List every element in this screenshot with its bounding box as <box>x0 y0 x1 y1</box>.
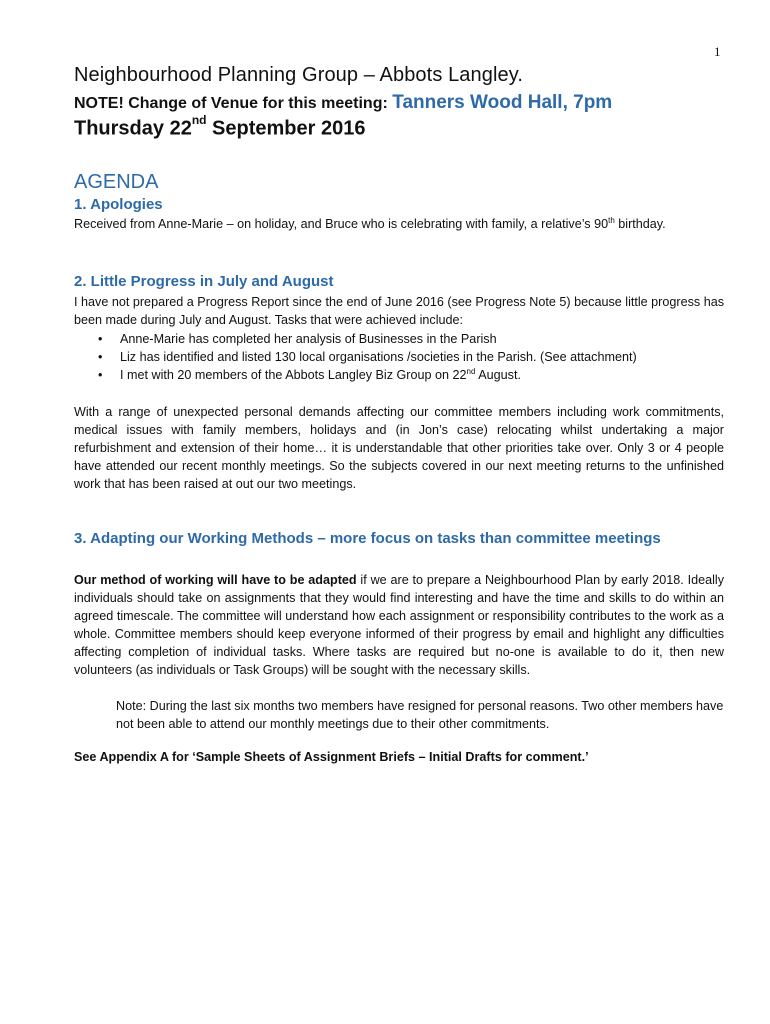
bullet-text: Liz has identified and listed 130 local organisations /societies in the Parish. (See attachment) <box>120 350 637 364</box>
bullet-icon: • <box>98 368 103 382</box>
list-item <box>74 348 724 366</box>
bullet-icon: • <box>98 332 103 346</box>
apologies-text-end: birthday. <box>614 217 666 231</box>
bullet-text-sup: nd <box>466 366 476 376</box>
apologies-text <box>74 215 724 233</box>
venue-notice-prefix: NOTE! Change of Venue for this meeting: <box>74 95 393 112</box>
bullet-text-end: August. <box>475 368 521 382</box>
methods-body: if we are to prepare a Neighbourhood Plan by early 2018. Ideally individuals should take on assignments that they would find interesting and have the time and skills to do within an agreed timescale. The committee will understand how each assignment or responsibility contributes to the work as a whole. Committee members should keep everyone informed of their progress by email and highlight any difficulties affecting completion of individual tasks. Where tasks are required but no-one is available to do it, then new volunteers (as individuals or Task Groups) will be sought with the necessary skills. <box>74 573 724 677</box>
document-title: Neighbourhood Planning Group – Abbots Langley. <box>74 64 524 86</box>
list-item <box>74 366 724 384</box>
bullet-text-main: I met with 20 members of the Abbots Langley Biz Group on 22 <box>120 368 467 382</box>
progress-paragraph: With a range of unexpected personal demands affecting our committee members including work commitments, medical issues with family members, holidays and (in Jon’s case) relocating whilst undertaking a major refurbishment and extension of their home… it is understandable that other priorities take over. Only 3 or 4 people have attended our recent monthly meetings. So the subjects covered in our next meeting returns to the unfinished work that has been raised at out our two meetings. <box>74 405 724 491</box>
bullet-text <box>120 368 521 382</box>
page-number: 1 <box>714 44 721 59</box>
progress-bullet-list <box>74 330 724 384</box>
meeting-date-day: Thursday 22 <box>74 117 192 140</box>
meeting-date-rest: September 2016 <box>206 117 366 140</box>
meeting-date-suffix: nd <box>191 113 207 127</box>
venue-location: Tanners Wood Hall, 7pm <box>392 92 613 113</box>
venue-notice <box>74 92 612 114</box>
apologies-text-sup: th <box>608 215 615 225</box>
bullet-text: Anne-Marie has completed her analysis of Businesses in the Parish <box>120 332 497 346</box>
agenda-heading: AGENDA <box>74 171 159 193</box>
appendix-reference: See Appendix A for ‘Sample Sheets of Assignment Briefs – Initial Drafts for comment.’ <box>74 750 589 764</box>
bullet-icon: • <box>98 350 103 364</box>
progress-intro: I have not prepared a Progress Report since the end of June 2016 (see Progress Note 5) because little progress has been made during July and August. Tasks that were achieved include: <box>74 295 724 327</box>
methods-heading: 3. Adapting our Working Methods – more focus on tasks than committee meetings <box>74 530 661 547</box>
meeting-date <box>74 113 366 141</box>
progress-heading: 2. Little Progress in July and August <box>74 273 334 290</box>
methods-paragraph <box>74 571 724 679</box>
list-item <box>74 330 724 348</box>
methods-bold-lead: Our method of working will have to be adapted <box>74 573 357 587</box>
apologies-text-main: Received from Anne-Marie – on holiday, and Bruce who is celebrating with family, a relative’s 90 <box>74 217 609 231</box>
apologies-heading: 1. Apologies <box>74 196 163 213</box>
methods-note: Note: During the last six months two members have resigned for personal reasons. Two other members have not been able to attend our monthly meetings due to their other commitments. <box>116 699 724 731</box>
